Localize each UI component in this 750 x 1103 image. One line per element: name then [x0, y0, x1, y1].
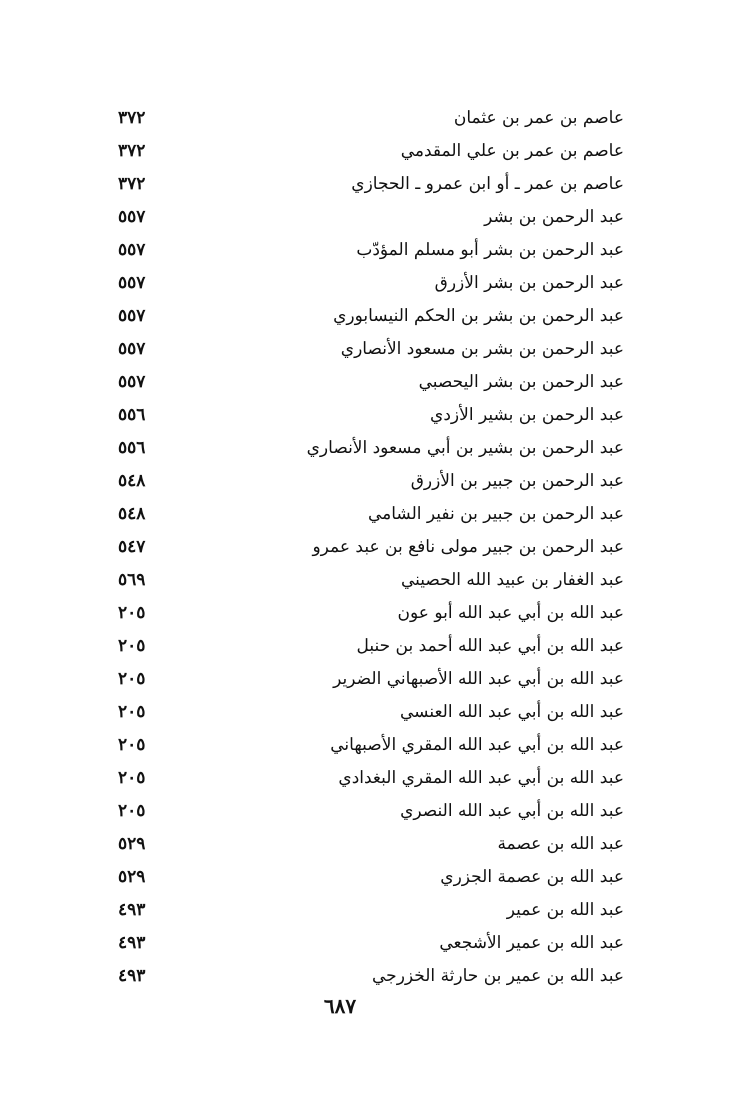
entry-name: عبد الرحمن بن جبير بن نفير الشامي [367, 504, 624, 524]
entry-page-ref: ٢٠٥ [118, 669, 146, 689]
index-entry [110, 828, 624, 861]
entry-name: عبد الله بن أبي عبد الله العنسي [400, 702, 624, 722]
index-entry [110, 927, 624, 960]
entry-name: عبد الرحمن بن جبير مولى نافع بن عبد عمرو [312, 537, 624, 557]
index-entry [110, 201, 624, 234]
entry-page-ref: ٤٩٣ [118, 933, 146, 953]
entry-name: عبد الله بن عمير الأشجعي [439, 933, 624, 953]
entry-page-ref: ٥٥٧ [118, 240, 146, 260]
index-entry [110, 465, 624, 498]
index-entry [110, 267, 624, 300]
entry-name: عبد الله بن أبي عبد الله النصري [400, 801, 624, 821]
entry-name: عبد الرحمن بن بشير الأزدي [430, 405, 624, 425]
entry-page-ref: ٢٠٥ [118, 603, 146, 623]
index-entry [110, 168, 624, 201]
index-entry [110, 663, 624, 696]
index-entry [110, 432, 624, 465]
entry-page-ref: ٤٩٣ [118, 900, 146, 920]
entry-name: عبد الرحمن بن بشير بن أبي مسعود الأنصاري [306, 438, 624, 458]
entry-name: عبد الله بن أبي عبد الله أبو عون [397, 603, 624, 623]
entry-name: عبد الله بن عمير بن حارثة الخزرجي [372, 966, 624, 986]
index-entry [110, 795, 624, 828]
entry-name: عبد الرحمن بن بشر الأزرق [434, 273, 624, 293]
entry-name: عاصم بن عمر بن عثمان [453, 108, 624, 128]
index-entry [110, 234, 624, 267]
entry-name: عبد الرحمن بن بشر بن الحكم النيسابوري [333, 306, 624, 326]
entry-page-ref: ٥٢٩ [118, 834, 146, 854]
entry-page-ref: ٤٩٣ [118, 966, 146, 986]
index-entry [110, 102, 624, 135]
entry-page-ref: ٥٥٧ [118, 306, 146, 326]
entry-page-ref: ٢٠٥ [118, 735, 146, 755]
index-entry [110, 762, 624, 795]
index-entry [110, 696, 624, 729]
index-entry [110, 300, 624, 333]
page-number: ٦٨٧ [323, 994, 357, 1018]
index-entry [110, 960, 624, 993]
entry-page-ref: ٥٥٧ [118, 339, 146, 359]
entry-name: عبد الله بن عصمة [497, 834, 624, 854]
entry-page-ref: ٢٠٥ [118, 801, 146, 821]
index-entry [110, 894, 624, 927]
entry-name: عبد الرحمن بن جبير بن الأزرق [410, 471, 624, 491]
index-entry [110, 498, 624, 531]
entry-name: عبد الله بن عصمة الجزري [440, 867, 624, 887]
entry-page-ref: ٥٥٧ [118, 207, 146, 227]
entry-page-ref: ٥٥٧ [118, 372, 146, 392]
index-entry [110, 597, 624, 630]
index-entry [110, 135, 624, 168]
entry-page-ref: ٢٠٥ [118, 636, 146, 656]
entry-page-ref: ٥٦٩ [118, 570, 146, 590]
entry-page-ref: ٥٤٨ [118, 504, 146, 524]
index-entry [110, 531, 624, 564]
entry-page-ref: ٢٠٥ [118, 702, 146, 722]
entry-page-ref: ٥٥٦ [118, 405, 146, 425]
entry-page-ref: ٣٧٢ [118, 174, 146, 194]
name-index-list [110, 102, 624, 993]
entry-page-ref: ٣٧٢ [118, 108, 146, 128]
entry-name: عبد الرحمن بن بشر [484, 207, 624, 227]
index-entry [110, 630, 624, 663]
index-entry [110, 399, 624, 432]
entry-page-ref: ٥٤٧ [118, 537, 146, 557]
index-entry [110, 333, 624, 366]
entry-name: عبد الله بن عمير [506, 900, 624, 920]
index-entry [110, 564, 624, 597]
entry-page-ref: ٣٧٢ [118, 141, 146, 161]
entry-name: عبد الرحمن بن بشر اليحصبي [418, 372, 624, 392]
entry-name: عبد الله بن أبي عبد الله أحمد بن حنبل [356, 636, 624, 656]
index-entry [110, 729, 624, 762]
index-entry [110, 366, 624, 399]
entry-name: عبد الله بن أبي عبد الله المقري الأصبهاني [330, 735, 624, 755]
entry-name: عبد الغفار بن عبيد الله الحصيني [400, 570, 624, 590]
index-entry [110, 861, 624, 894]
entry-name: عبد الله بن أبي عبد الله الأصبهاني الضرير [333, 669, 624, 689]
entry-page-ref: ٥٤٨ [118, 471, 146, 491]
entry-page-ref: ٥٥٦ [118, 438, 146, 458]
entry-page-ref: ٢٠٥ [118, 768, 146, 788]
entry-name: عبد الله بن أبي عبد الله المقري البغدادي [338, 768, 624, 788]
entry-name: عبد الرحمن بن بشر أبو مسلم المؤدّب [356, 240, 624, 260]
entry-name: عاصم بن عمر بن علي المقدمي [400, 141, 624, 161]
entry-name: عاصم بن عمر ـ أو ابن عمرو ـ الحجازي [351, 174, 624, 194]
entry-name: عبد الرحمن بن بشر بن مسعود الأنصاري [340, 339, 624, 359]
entry-page-ref: ٥٥٧ [118, 273, 146, 293]
entry-page-ref: ٥٢٩ [118, 867, 146, 887]
